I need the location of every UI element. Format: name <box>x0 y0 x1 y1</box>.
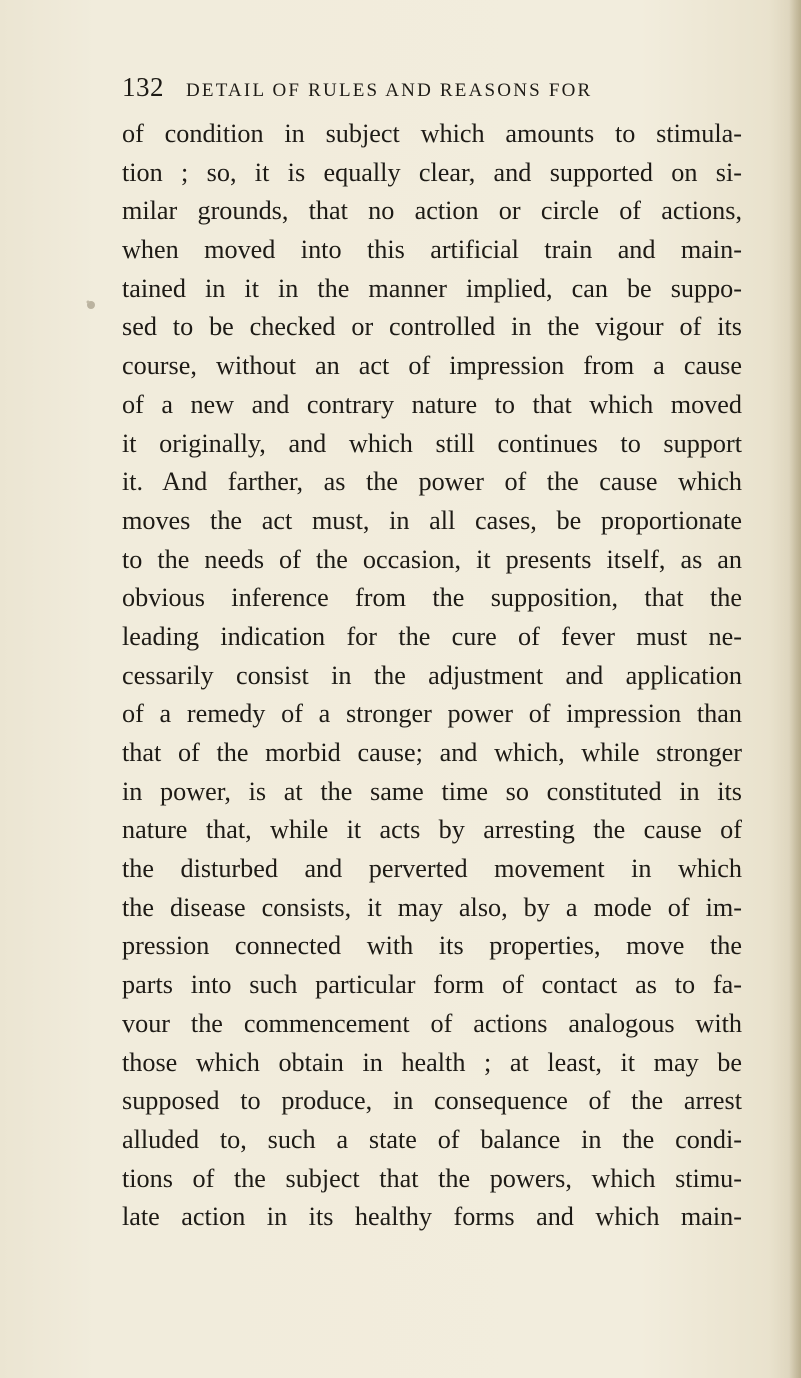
running-head: DETAIL OF RULES AND REASONS FOR <box>186 80 593 101</box>
text-line-27: alluded to, such a state of balance in the condi- <box>122 1124 742 1154</box>
text-line-4: when moved into this artificial train and main- <box>122 235 742 265</box>
text-line-22: pression connected with its properties, move the <box>122 931 742 961</box>
text-line-12: to the needs of the occasion, it presents itself, as an <box>122 544 742 574</box>
text-line-9: it originally, and which still continues to support <box>122 428 742 458</box>
text-line-7: course, without an act of impression from a cause <box>122 351 742 381</box>
text-line-14: leading indication for the cure of fever must ne- <box>122 621 742 651</box>
text-line-28: tions of the subject that the powers, which stimu- <box>122 1163 742 1193</box>
ink-blot-mark <box>84 298 98 312</box>
body-text <box>122 115 742 1237</box>
text-line-23: parts into such particular form of contact as to fa- <box>122 970 742 1000</box>
page-number: 132 <box>122 72 164 102</box>
text-line-15: cessarily consist in the adjustment and application <box>122 660 742 690</box>
text-line-8: of a new and contrary nature to that which moved <box>122 389 742 419</box>
text-line-17: that of the morbid cause; and which, while stronger <box>122 738 742 767</box>
text-line-3: milar grounds, that no action or circle of actions, <box>122 196 742 226</box>
page-edge-shadow <box>789 0 801 1378</box>
text-line-26: supposed to produce, in consequence of the arrest <box>122 1086 742 1116</box>
text-line-29: late action in its healthy forms and which main- <box>122 1202 742 1232</box>
text-line-6: sed to be checked or controlled in the vigour of its <box>122 312 742 342</box>
text-line-20: the disturbed and perverted movement in which <box>122 854 742 884</box>
text-line-24: vour the commencement of actions analogous with <box>122 1008 742 1038</box>
text-line-16: of a remedy of a stronger power of impression than <box>122 699 742 729</box>
text-line-2: tion ; so, it is equally clear, and supported on si- <box>122 157 742 187</box>
text-line-13: obvious inference from the supposition, that the <box>122 583 742 613</box>
page-header <box>122 72 682 106</box>
text-line-18: in power, is at the same time so constituted in its <box>122 776 742 806</box>
text-line-19: nature that, while it acts by arresting the cause of <box>122 815 742 845</box>
text-line-21: the disease consists, it may also, by a mode of im- <box>122 892 742 922</box>
text-line-1: of condition in subject which amounts to stimula- <box>122 119 742 148</box>
text-line-11: moves the act must, in all cases, be proportionate <box>122 505 742 535</box>
text-line-10: it. And farther, as the power of the cause which <box>122 467 742 497</box>
text-line-25: those which obtain in health ; at least, it may be <box>122 1047 742 1077</box>
text-line-5: tained in it in the manner implied, can be suppo- <box>122 273 742 303</box>
